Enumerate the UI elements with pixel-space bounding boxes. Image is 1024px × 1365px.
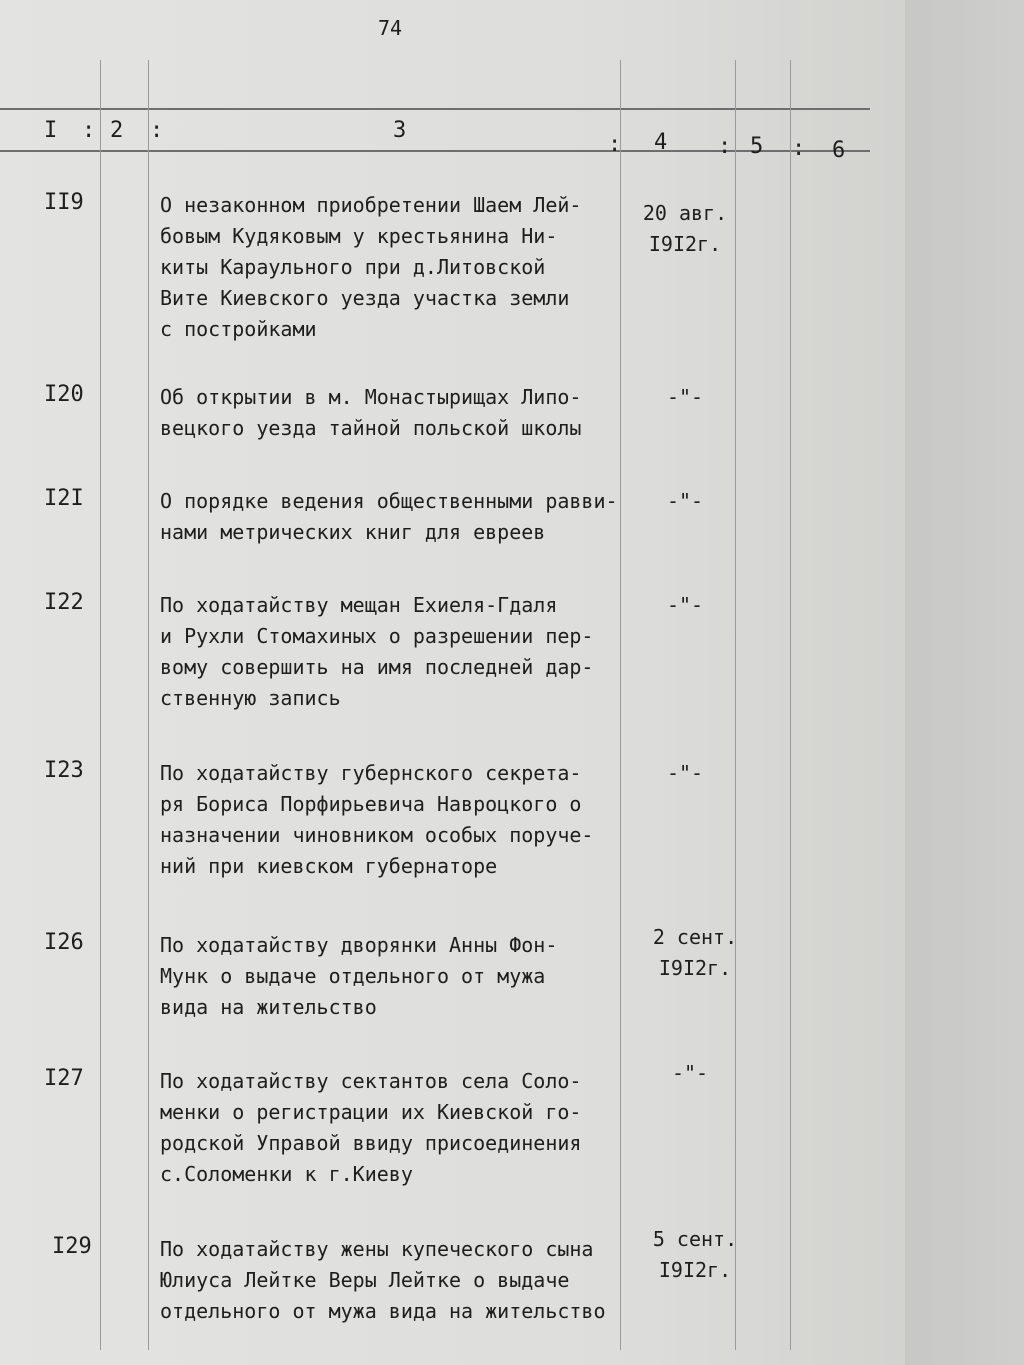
case-description: По ходатайству губернского секрета- ря Бориса Порфирьевича Навроцкого о назначении чиновником особых поруче- ний при киевском губернаторе bbox=[160, 761, 594, 878]
column-separator bbox=[148, 60, 149, 1350]
header-top-rule bbox=[0, 108, 870, 110]
case-number: I26 bbox=[44, 930, 84, 955]
column-number-3: 3 bbox=[393, 118, 407, 143]
column-number-6: 6 bbox=[832, 138, 846, 163]
page-number: 74 bbox=[378, 16, 403, 40]
case-date: 20 авг. I9I2г. bbox=[642, 201, 728, 256]
case-date: -"- bbox=[666, 489, 704, 513]
case-number: I29 bbox=[52, 1234, 92, 1259]
case-description: По ходатайству мещан Ехиеля-Гдаля и Рухли Стомахиных о разрешении пер- вому совершить на имя последней дар- ственную запись bbox=[160, 593, 594, 710]
case-date: -"- bbox=[671, 1061, 709, 1085]
case-description: О порядке ведения общественными равви- нами метрических книг для евреев bbox=[160, 489, 618, 544]
case-number: I23 bbox=[44, 758, 84, 783]
case-date: 5 сент. I9I2г. bbox=[652, 1227, 738, 1282]
case-description: О незаконном приобретении Шаем Лей- бовым Кудяковым у крестьянина Ни- киты Караульного при д.Литовской Вите Киевского уезда участка земли с постройками bbox=[160, 193, 582, 341]
case-date: -"- bbox=[666, 761, 704, 785]
column-colon: : bbox=[82, 118, 96, 143]
case-date: 2 сент. I9I2г. bbox=[652, 925, 738, 980]
column-separator bbox=[100, 60, 101, 1350]
case-number: I2I bbox=[44, 486, 84, 511]
column-number-2: 2 bbox=[110, 118, 124, 143]
column-colon: : bbox=[792, 136, 806, 161]
case-date: -"- bbox=[666, 593, 704, 617]
case-description: Об открытии в м. Монастырищах Липо- вецкого уезда тайной польской школы bbox=[160, 385, 582, 440]
column-colon: : bbox=[608, 132, 622, 157]
case-number: II9 bbox=[44, 190, 84, 215]
case-description: По ходатайству сектантов села Соло- менки о регистрации их Киевской го- родской Управой ввиду присоединения с.Соломенки к г.Киеву bbox=[160, 1069, 582, 1186]
column-number-1: I bbox=[44, 118, 58, 143]
paper-edge-shadow bbox=[905, 0, 1024, 1365]
header-bottom-rule bbox=[0, 150, 870, 152]
case-number: I20 bbox=[44, 382, 84, 407]
case-date: -"- bbox=[666, 385, 704, 409]
case-number: I27 bbox=[44, 1066, 84, 1091]
column-colon: : bbox=[718, 134, 732, 159]
column-number-5: 5 bbox=[750, 134, 764, 159]
case-number: I22 bbox=[44, 590, 84, 615]
column-separator bbox=[790, 60, 791, 1350]
case-description: По ходатайству дворянки Анны Фон- Мунк о выдаче отдельного от мужа вида на жительство bbox=[160, 933, 558, 1019]
column-number-4: 4 bbox=[654, 130, 668, 155]
column-colon: : bbox=[150, 118, 164, 143]
case-description: По ходатайству жены купеческого сына Юлиуса Лейтке Веры Лейтке о выдаче отдельного от мужа вида на жительство bbox=[160, 1237, 606, 1323]
